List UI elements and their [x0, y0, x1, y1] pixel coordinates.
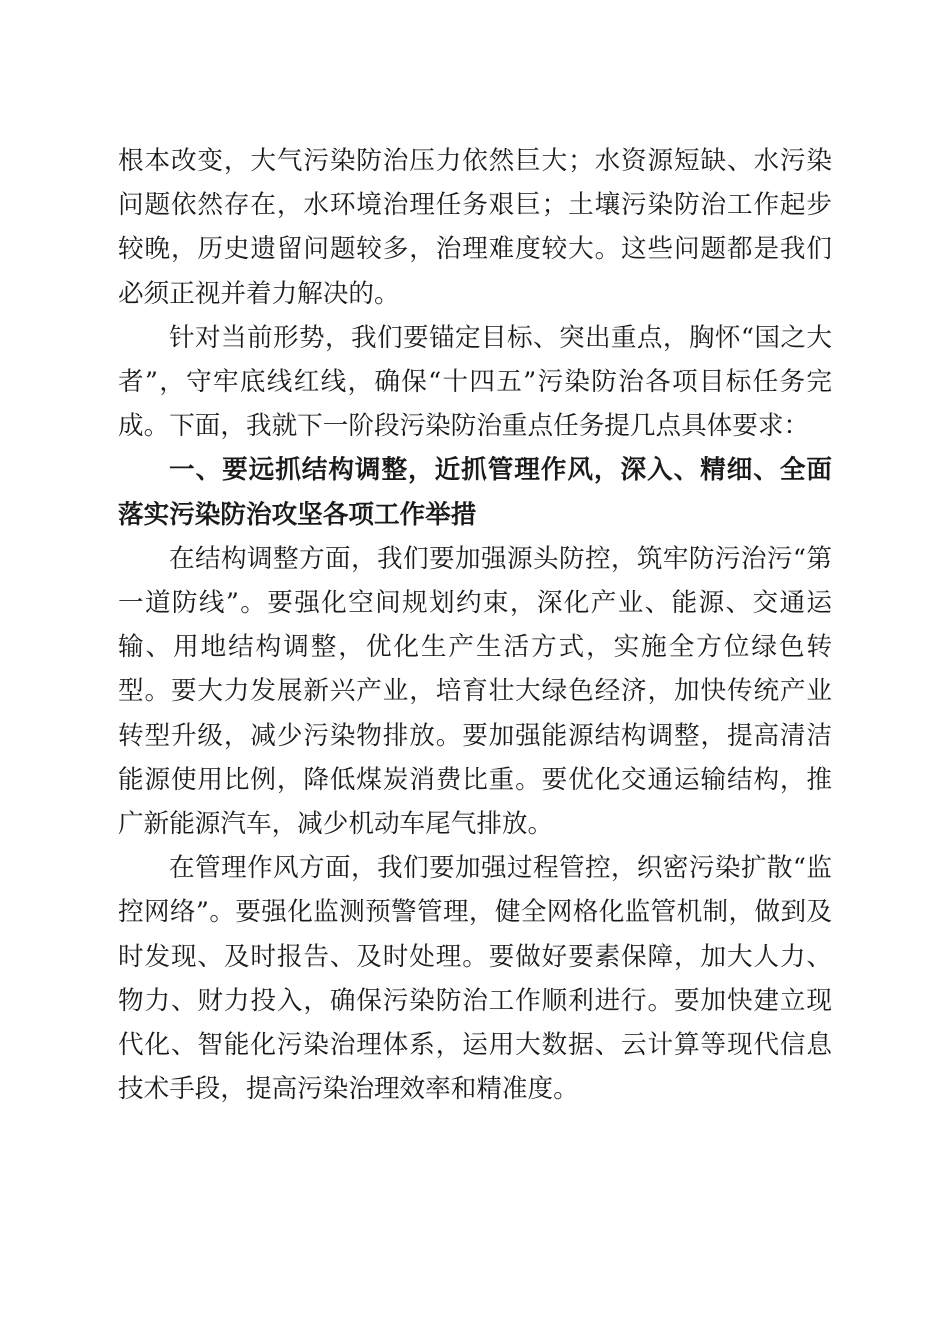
paragraph-current-situation: 针对当前形势，我们要锚定目标、突出重点，胸怀“国之大者”，守牢底线红线，确保“十四五”污染防治各项目标任务完成。下面，我就下一阶段污染防治重点任务提几点具体要求：	[118, 322, 832, 442]
paragraph-continuation: 根本改变，大气污染防治压力依然巨大；水资源短缺、水污染问题依然存在，水环境治理任务艰巨；土壤污染防治工作起步较晚，历史遗留问题较多，治理难度较大。这些问题都是我们必须正视并着力解决的。	[118, 146, 832, 309]
document-body	[118, 139, 832, 1111]
section-heading-1: 一、要远抓结构调整，近抓管理作风，深入、精细、全面落实污染防治攻坚各项工作举措	[118, 455, 832, 530]
paragraph-management-style: 在管理作风方面，我们要加强过程管控，织密污染扩散“监控网络”。要强化监测预警管理，健全网格化监管机制，做到及时发现、及时报告、及时处理。要做好要素保障，加大人力、物力、财力投入，确保污染防治工作顺利进行。要加快建立现代化、智能化污染治理体系，运用大数据、云计算等现代信息技术手段，提高污染治理效率和精准度。	[118, 853, 832, 1105]
paragraph-structure-adjustment: 在结构调整方面，我们要加强源头防控，筑牢防污治污“第一道防线”。要强化空间规划约束，深化产业、能源、交通运输、用地结构调整，优化生产生活方式，实施全方位绿色转型。要大力发展新兴产业，培育壮大绿色经济，加快传统产业转型升级，减少污染物排放。要加强能源结构调整，提高清洁能源使用比例，降低煤炭消费比重。要优化交通运输结构，推广新能源汽车，减少机动车尾气排放。	[118, 543, 832, 840]
